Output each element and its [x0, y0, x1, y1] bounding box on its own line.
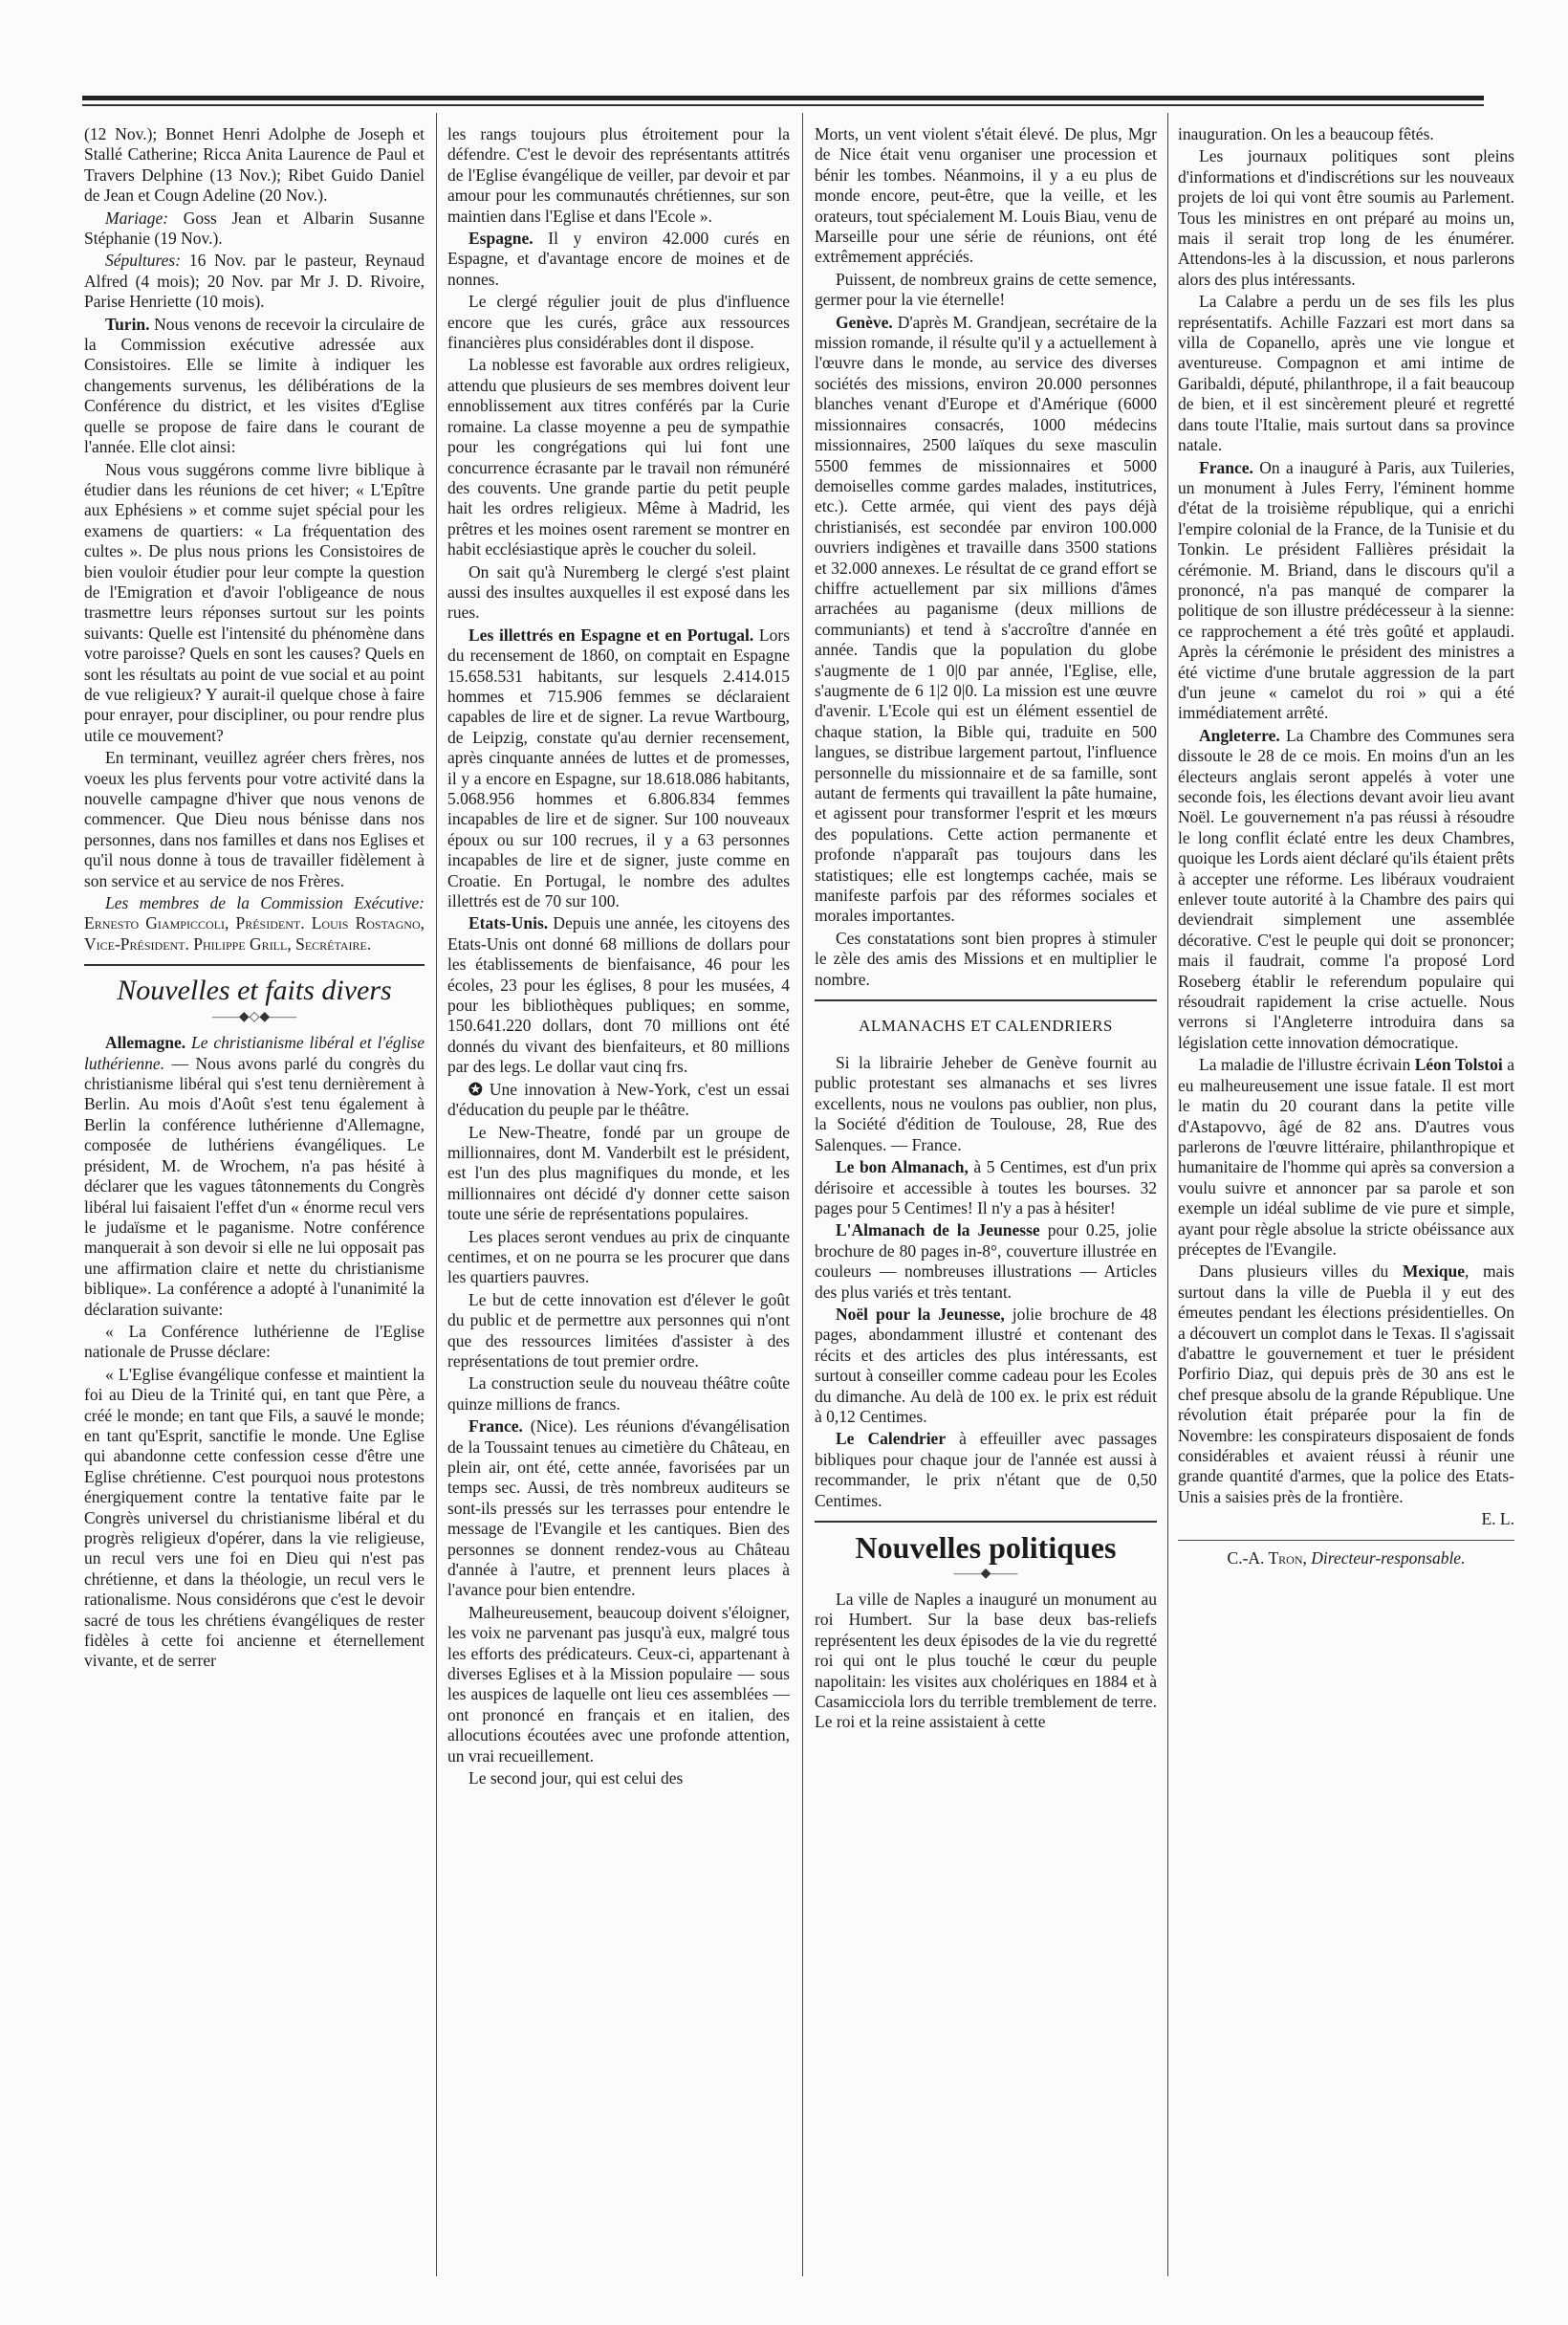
- label: Mariage:: [105, 208, 169, 228]
- subheading: Le christianisme libéral et l'église luthérienne.: [84, 1033, 425, 1073]
- text: Une innovation à New-York, c'est un essai d'éducation du peuple par le théâtre.: [447, 1079, 790, 1120]
- paragraph: Nous vous suggérons comme livre biblique à étudier dans les réunions de cet hiver; « L'Epître aux Ephésiens » et comme sujet spécial pour les examens de quartiers: « La fréquentation des cultes ». De plus nous prions les Consistoires de bien vouloir étudier pour leur compte la question de l'Emigration et d'avoir l'obligeance de nous trasmettre leurs réponses surtout sur les points suivants: Quelle est l'intensité du phénomène dans votre paroisse? Quels en sont les causes? Quels en sont les résultats au point de vue social et au point de vue religieux? Y aurait-il quelque chose à faire pour enrayer, pour discipliner, ou pour rendre plus utile ce mouvement?: [84, 459, 425, 745]
- text: jolie brochure de 48 pages, abondamment illustré et contenant des récits et des articles des plus intéressants, est surtout à conseiller comme cadeau pour les Ecoles du dimanche. Au delà de 100 ex. le prix est réduit à 0,12 Centimes.: [815, 1304, 1157, 1426]
- paragraph: [84, 251, 425, 312]
- heading: Le Calendrier: [836, 1429, 947, 1449]
- heading: Allemagne.: [105, 1033, 186, 1053]
- paragraph-tolstoi: [1178, 1055, 1514, 1260]
- column-rule: [1167, 113, 1168, 2276]
- paragraph-geneve: [815, 313, 1157, 927]
- name: Mexique: [1402, 1261, 1465, 1282]
- paragraph: « La Conférence luthérienne de l'Eglise nationale de Prusse déclare:: [84, 1321, 425, 1362]
- column-1: [84, 124, 425, 2295]
- paragraph: La ville de Naples a inauguré un monument au roi Humbert. Sur la base deux bas-reliefs représentent les deux épisodes de la vie du regretté roi qui ont le plus touché le cœur du peuple napolitain: les visites aux cholériques en 1884 et à Casamicciola lors du terrible tremblement de terre. Le roi et la reine assistaient à cette: [815, 1590, 1157, 1732]
- paragraph: Malheureusement, beaucoup doivent s'éloigner, les voix ne parvenant pas jusqu'à eux, malgré tous les efforts des prédicateurs. Ceux-ci, appartenant à diverses Eglises et à la Mission populaire — sous les auspices de laquelle ont lieu ces assemblées — ont prononcé en français et en italien, des allocutions écoutées avec une profonde attention, un vrai recueillement.: [447, 1602, 790, 1766]
- text: La maladie de l'illustre écrivain: [1199, 1055, 1415, 1075]
- signature: [84, 893, 425, 954]
- section-title: Nouvelles et faits divers: [117, 975, 392, 1007]
- heading: Noël pour la Jeunesse,: [836, 1304, 1005, 1324]
- paragraph: Le New-Theatre, fondé par un groupe de millionnaires, dont M. Vanderbilt est le président, est l'un des plus magnifiques du monde, et les millionnaires ont décidé d'y donner cette saison toute une série de représentations populaires.: [447, 1122, 790, 1224]
- heading: Le bon Almanach,: [836, 1157, 969, 1177]
- text: Lors du recensement de 1860, on comptait en Espagne 15.658.531 habitants, sur lesquels 2.414.015 hommes et 715.906 femmes se déclaraient capables de lire et de signer. La revue Wartbourg, de Leipzig, constate qu'au dernier recensement, après cinquante années de luttes et de promesses, il y a encore en Espagne, sur 18.618.086 habitants, 5.068.956 hommes et 6.806.834 femmes incapables de lire et de signer. Sur 100 nouveaux époux ou sur 100 recrues, il y a 63 personnes incapables de lire et de signer, juste comme en Croatie. En Portugal, le nombre des adultes illettrés est de 70 sur 100.: [447, 625, 790, 911]
- text: (Nice). Les réunions d'évangélisation de la Toussaint tenues au cimetière du Château, en plein air, ont été, cette année, favorisées par un temps sec. Aussi, de très nombreux auditeurs se sont-ils pressés sur les terrasses pour entendre le message de l'Evangile et les cantiques. Bien des personnes se donnent rendez-vous au Château d'année à l'autre, et prennent leurs places à l'avance pour bien entendre.: [447, 1416, 790, 1600]
- paragraph: Le second jour, qui est celui des: [468, 1768, 684, 1788]
- text: Dans plusieurs villes du: [1199, 1261, 1403, 1282]
- paragraph: Le but de cette innovation est d'élever le goût du public et de permettre aux personnes qui n'ont que des ressources limitées d'assister à des représentations de tout premier ordre.: [447, 1289, 790, 1371]
- paragraph: « L'Eglise évangélique confesse et maintient la foi au Dieu de la Trinité qui, en tant que Père, a créé le monde; en tant que Fils, a sauvé le monde; en tant qu'Esprit, sanctifie le monde. Une Eglise qui abandonne cette confession cesse d'être une Eglise chrétienne. C'est pourquoi nous protestons énergiquement contre la tentative faite par le Congrès universel du christianisme libéral et du progrès religieux d'opérer, dans la vie religieuse, un recul vers une foi en Dieu qui n'est pas chrétienne, et dans la théologie, un recul vers le rationalisme. Nous considérons que c'est le devoir sacré de tous les chrétiens évangéliques de rester fidèles à cette foi ancienne et éternellement vivante, et de serrer: [84, 1364, 425, 1671]
- paragraph-espagne: [447, 229, 790, 290]
- heading: Espagne.: [468, 229, 534, 249]
- top-rule-thin: [82, 104, 1484, 106]
- paragraph-etats-unis: [447, 913, 790, 1077]
- role: Directeur-responsable.: [1306, 1547, 1466, 1568]
- paragraph: inauguration. On les a beaucoup fêtés.: [1178, 124, 1434, 143]
- heading: Angleterre.: [1199, 725, 1280, 745]
- heading: Les illettrés en Espagne et en Portugal.: [468, 625, 754, 645]
- heading: Genève.: [836, 312, 893, 332]
- text: La Chambre des Communes sera dissoute le 28 de ce mois. En moins d'un an les électeurs anglais seront appelés à voter une seconde fois, les élections devant avoir lieu avant Noël. Le gouvernement n'a pas réussi à résoudre le long conflit éclaté entre les deux Chambres, quoique les Lords aient déclaré qu'ils étaient prêts à accepter une réforme. Les libéraux voudraient enlever toute autorité à la Chambre des pairs qui deviendrait simplement une assemblée décorative. C'est le peuple qui doit se prononcer; mais il faudrait, comme l'a proposé Lord Roseberg établir le referendum populaire qui résoudrait rapidement la crise actuelle. Nous verrons si l'Angleterre introduira dans sa législation cette innovation démocratique.: [1178, 725, 1514, 1052]
- paragraph: Les journaux politiques sont pleins d'informations et d'indiscrétions sur les nouveaux projets de loi qui vont être soumis au Parlement. Tous les ministres en ont préparé au moins un, mais il serait trop long de les énumérer. Attendons-les à la discussion, et nous parlerons alors des plus intéressants.: [1178, 146, 1514, 289]
- text: D'après M. Grandjean, secrétaire de la mission romande, il résulte qu'il y a actuellement à l'œuvre dans le monde, au service des diverses sociétés des missions, environ 20.000 personnes blanches venant d'Europe et d'Amérique (6000 missionnaires consacrés, 1000 médecins missionnaires, 2500 laïques du sexe masculin 5500 femmes de missionnaires et 5000 demoiselles comme gardes malades, institutrices, etc.). Cette armée, qui vient des pays déjà christianisés, est secondée par environ 100.000 ouvriers indigènes et travaille dans 3500 stations et 32.000 annexes. Le résultat de ce grand effort se chiffre actuellement par six millions d'âmes arrachées au paganisme (deux millions de communiants) et tend à s'accroître d'année en année. Tandis que la population du globe s'augmente de 1 0|0 par année, l'Eglise, elle, s'augmente de 6 1|2 0|0. La mission est une œuvre d'avenir. L'Ecole qui est un élément essentiel de chaque station, la Bible qui, traduite en 500 langues, se distribue largement partout, l'influence personnelle du missionnaire et de sa famille, sont autant de ferments qui travaillent la pâte humaine, et agissent pour transformer l'esprit et les mœurs des populations. Cette action permanente et profonde n'apparaît pas toujours dans les statistiques; elle est longtemps cachée, mais se manifeste parfois par des réformes sociales et morales importantes.: [815, 312, 1157, 926]
- bullet-icon: ✪: [468, 1079, 483, 1099]
- text: Il y environ 42.000 curés en Espagne, et d'avantage encore de moines et de nonnes.: [447, 229, 790, 289]
- column-2: [447, 124, 790, 2295]
- paragraph: La Calabre a perdu un de ses fils les plus représentatifs. Achille Fazzari est mort dans sa villa de Copanello, après une vie longue et aventureuse. Compagnon et ami intime de Garibaldi, député, philanthrope, il a fait beaucoup de bien, et il est sincèrement pleuré et regretté dans toute l'Italie, mais surtout dans sa province natale.: [1178, 292, 1514, 455]
- text: 16 Nov. par le pasteur, Reynaud Alfred (4 mois); 20 Nov. par Mr J. D. Rivoire, Parise Henriette (10 mois).: [84, 251, 425, 312]
- column-rule: [802, 113, 803, 2276]
- text: Depuis une année, les citoyens des Etats-Unis ont donné 68 millions de dollars pour les établissements de bienfaisance, 46 pour les écoles, 23 pour les églises, 8 pour les musées, 4 pour les bibliothèques publiques; en somme, 150.641.220 dollars, dont 70 millions ont été donnés du vivant des bienfaiteurs, et 80 millions par des legs. Le dollar vaut cinq frs.: [447, 913, 790, 1077]
- paragraph: [84, 208, 425, 250]
- paragraph: Les places seront vendues au prix de cinquante centimes, et on ne pourra se les procurer que dans les quartiers pauvres.: [447, 1226, 790, 1287]
- column-rule: [436, 113, 437, 2276]
- text: , mais surtout dans la ville de Puebla il y eut des émeutes pendant les élections présidentielles. On a découvert un complot dans le Texas. Il s'agissait d'abattre le gouvernement et tuer le président Porfirio Diaz, qui depuis près de 30 ans est le chef presque absolu de la grande République. Une révolution était préparée pour la fin de Novembre: les conspirateurs disposaient de fonds considérables et avaient réussi à réunir une grande quantité d'armes, que la police des Etats-Unis a saisies près de la frontière.: [1178, 1261, 1514, 1506]
- paragraph: Si la librairie Jeheber de Genève fournit au public protestant ses almanachs et ses livres excellents, nous ne voulons pas oublier, non plus, la Société d'édition de Toulouse, 28, Rue des Salenques. — France.: [815, 1053, 1157, 1154]
- initials: E. L.: [1481, 1509, 1514, 1529]
- heading: L'Almanach de la Jeunesse: [836, 1220, 1040, 1240]
- name: Léon Tolstoi: [1414, 1055, 1503, 1075]
- text: — Nous avons parlé du congrès du christianisme libéral qui s'est tenu dernièrement à Berlin. Au mois d'Août s'est tenu également à Berlin la conférence luthérienne d'Allemagne, composée de luthériens évangéliques. Le président, M. de Wrochem, n'a pas hésité à déclarer que les vagues tâtonnements du Congrès libéral lui faisaient l'effet d'un « énorme recul vers le judaïsme et le paganisme. Notre conférence manquerait à son devoir si elle ne lui opposait pas une affirmation claire et nette du christianisme biblique». La conférence a adopté à l'unanimité la déclaration suivante:: [84, 1053, 425, 1319]
- paragraph: On sait qu'à Nuremberg le clergé s'est plaint aussi des insultes auxquelles il est exposé dans les rues.: [447, 561, 790, 623]
- paragraph-bon-almanach: [815, 1157, 1157, 1218]
- name: C.-A. Tron,: [1227, 1547, 1307, 1568]
- separator: [815, 999, 1157, 1001]
- text: à effeuiller avec passages bibliques pour chaque jour de l'année est aussi à recommander, le prix n'étant que de 0,50 Centimes.: [815, 1429, 1157, 1510]
- heading: Etats-Unis.: [468, 913, 549, 933]
- paragraph: Morts, un vent violent s'était élevé. De plus, Mgr de Nice était venu organiser une procession et bénir les tombes. Néanmoins, il y a eu plus de monde encore, peut-être, que la veille, et les orateurs, tout spécialement M. Louis Biau, venu de Marseille pour une série de réunions, ont été extrêmement appréciés.: [815, 124, 1157, 267]
- section-title-almanachs: ALMANACHS ET CALENDRIERS: [859, 1017, 1113, 1036]
- paragraph: les rangs toujours plus étroitement pour la défendre. C'est le devoir des représentants attitrés de l'Eglise évangélique de veiller, par devoir et par amour pour les communautés chrétiennes, sur son maintien dans l'Eglise et dans l'Ecole ».: [447, 124, 790, 226]
- director-signature: [1178, 1540, 1514, 1568]
- paragraph-calendrier: [815, 1429, 1157, 1511]
- paragraph-turin: [84, 315, 425, 458]
- paragraph: La noblesse est favorable aux ordres religieux, attendu que plusieurs de ses membres doivent leur ennoblissement aux titres conférés par la Curie romaine. La classe moyenne a peu de sympathie pour les congrégations qui lui font une concurrence écrasante par le travail non rémunéré des couvents. Une grande partie du petit peuple hait les ordres religieux. Même à Madrid, les prêtres et les moines osent rarement se montrer en habit ecclésiastique après le coucher du soleil.: [447, 355, 790, 559]
- paragraph-almanach-jeunesse: [815, 1220, 1157, 1303]
- paragraph-france: [1178, 458, 1514, 724]
- column-3: [815, 124, 1157, 2295]
- paragraph-noel-jeunesse: [815, 1305, 1157, 1427]
- separator: [84, 964, 425, 966]
- paragraph-illettres: [447, 625, 790, 912]
- paragraph: (12 Nov.); Bonnet Henri Adolphe de Joseph et Stallé Catherine; Ricca Anita Laurence de Paul et Travers Delphine (13 Nov.); Ribet Guido Daniel de Jean et Cougn Adeline (20 Nov.).: [84, 124, 425, 206]
- paragraph: Ces constatations sont bien propres à stimuler le zèle des amis des Missions et en multiplier le nombre.: [815, 928, 1157, 989]
- label: Sépultures:: [105, 251, 182, 271]
- paragraph-mexique: [1178, 1261, 1514, 1507]
- text: Nous venons de recevoir la circulaire de la Commission exécutive adressée aux Consistoires. Elle se limite à indiquer les changements survenus, les délibérations de la Conférence du district, et les visites d'Eglise quelle se propose de faire dans le courant de l'année. Elle clot ainsi:: [84, 314, 425, 457]
- column-4: [1178, 124, 1514, 2295]
- ornament: ——◆——: [953, 1567, 1018, 1581]
- text: On a inauguré à Paris, aux Tuileries, un monument à Jules Ferry, l'éminent homme d'état de la troisième république, qui a enrichi l'empire colonial de la France, de la Tunisie et du Tonkin. Le président Fallières présidait la cérémonie. M. Briand, dans le discours qu'il a prononcé, n'a pas manqué de comparer la politique de son illustre prédécesseur à la sienne: ce rapprochement a été très goûté et applaudi. Après la cérémonie le président des ministres a été victime d'une brutale aggression de la part d'un jeune « camelot du roi » qui a été immédiatement arrêté.: [1178, 457, 1514, 723]
- heading: Turin.: [105, 314, 150, 334]
- ornament: ——◆◇◆——: [211, 1010, 297, 1025]
- paragraph-france-nice: [447, 1416, 790, 1601]
- separator: [815, 1521, 1157, 1523]
- text: pour 0.25, jolie brochure de 80 pages in-8°, couverture illustrée en couleurs — nombreuses illustrations — Articles des plus variés et très tentant.: [815, 1220, 1157, 1302]
- text: a eu malheureusement une issue fatale. Il est mort le matin du 20 courant dans la petite ville d'Astapovvo, âgé de 82 ans. D'autres vous parlerons de l'œuvre littéraire, philanthropique et humanitaire de l'homme qui après sa conversion a voulu suivre et annoncer par sa parole et son exemple un idéal sublime de vie pure et simple, ayant pour règle absolue la stricte obéissance aux préceptes de l'Evangile.: [1178, 1055, 1514, 1259]
- top-rule: [82, 96, 1484, 100]
- section-title-politiques: Nouvelles politiques: [855, 1530, 1117, 1565]
- label: Les membres de la Commission Exécutive:: [105, 893, 425, 913]
- paragraph-new-york: [447, 1080, 790, 1121]
- text: à 5 Centimes, est d'un prix dérisoire et accessible à toutes les bourses. 32 pages pour 5 Centimes! Il n'y a pas à hésiter!: [815, 1157, 1157, 1217]
- text: Ernesto Giampiccoli, Président. Louis Rostagno, Vice-Président. Philippe Grill, Secrétaire.: [84, 913, 425, 954]
- paragraph-angleterre: [1178, 726, 1514, 1054]
- paragraph-allemagne: [84, 1033, 425, 1320]
- paragraph: La construction seule du nouveau théâtre coûte quinze millions de francs.: [447, 1373, 790, 1414]
- paragraph: Puissent, de nombreux grains de cette semence, germer pour la vie éternelle!: [815, 269, 1157, 310]
- paragraph: Le clergé régulier jouit de plus d'influence encore que les curés, grâce aux ressources financières plus considérables dont il dispose.: [447, 292, 790, 353]
- heading: France.: [468, 1416, 523, 1437]
- text: Goss Jean et Albarin Susanne Stéphanie (19 Nov.).: [84, 208, 425, 249]
- paragraph: En terminant, veuillez agréer chers frères, nos voeux les plus fervents pour votre activité dans la nouvelle campagne d'hiver que nous venons de commencer. Que Dieu nous bénisse dans nos personnes, dans nos familles et dans nos Eglises et qu'il nous donne à tous de travailler fidèlement à son service et au service de nos Frères.: [84, 748, 425, 890]
- heading: France.: [1199, 457, 1253, 477]
